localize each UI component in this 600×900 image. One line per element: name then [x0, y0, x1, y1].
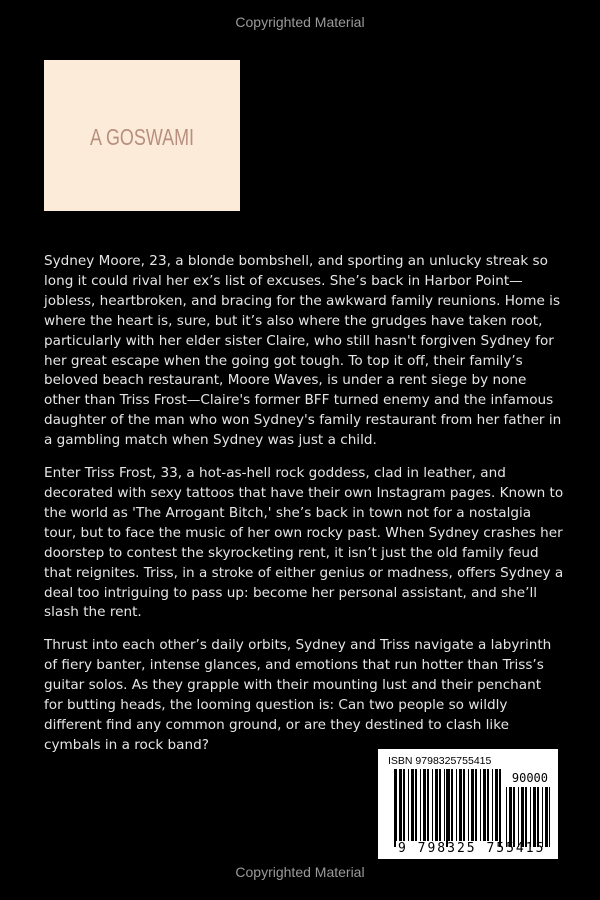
blurb-paragraph: Thrust into each other’s daily orbits, Sydney and Triss navigate a labyrinth of fiery banter, intense glances, and emotions that run hotter than Triss’s guitar solos. As they grapple with their mounting lust and their penchant for butting heads, the looming question is: Can two people so wildly different find any common ground, or are they destined to clash like cymbals in a rock band?	[44, 637, 552, 753]
back-cover-blurb	[44, 252, 564, 769]
isbn-barcode	[378, 749, 558, 859]
blurb-paragraph: Enter Triss Frost, 33, a hot-as-hell rock goddess, clad in leather, and decorated with sexy tattoos that have their own Instagram pages. Known to the world as 'The Arrogant Bitch,' she’s back in town not for a nostalgia tour, but to face the music of her own rocky past. When Sydney crashes her doorstep to contest the skyrocketing rent, it isn’t just the old family feud that reignites. Triss, in a stroke of either genius or madness, offers Sydney a deal too intriguing to pass up: become her personal assistant, and she’ll slash the rent.	[44, 465, 564, 621]
copyright-watermark-bottom: Copyrighted Material	[235, 864, 365, 880]
price-code: 90000	[511, 771, 548, 785]
blurb-paragraph: Sydney Moore, 23, a blonde bombshell, and sporting an unlucky streak so long it could rival her ex’s list of excuses. She’s back in Harbor Point—jobless, heartbroken, and bracing for the awkward family reunions. Home is where the heart is, sure, but it’s also where the grudges have taken root, particularly with her elder sister Claire, who still hasn't forgiven Sydney for her great escape when the going got tough. To top it off, their family’s beloved beach restaurant, Moore Waves, is under a rent siege by none other than Triss Frost—Claire's former BFF turned enemy and the infamous daughter of the man who won Sydney's family restaurant from her father in a gambling match when Sydney was just a child.	[44, 253, 562, 449]
author-logo-box	[44, 60, 240, 211]
author-name: A GOSWAMI	[89, 124, 194, 150]
copyright-watermark-top: Copyrighted Material	[235, 14, 365, 30]
isbn-label: ISBN 9798325755415	[388, 755, 492, 767]
isbn-digits: 9 798325 755415	[398, 841, 546, 856]
